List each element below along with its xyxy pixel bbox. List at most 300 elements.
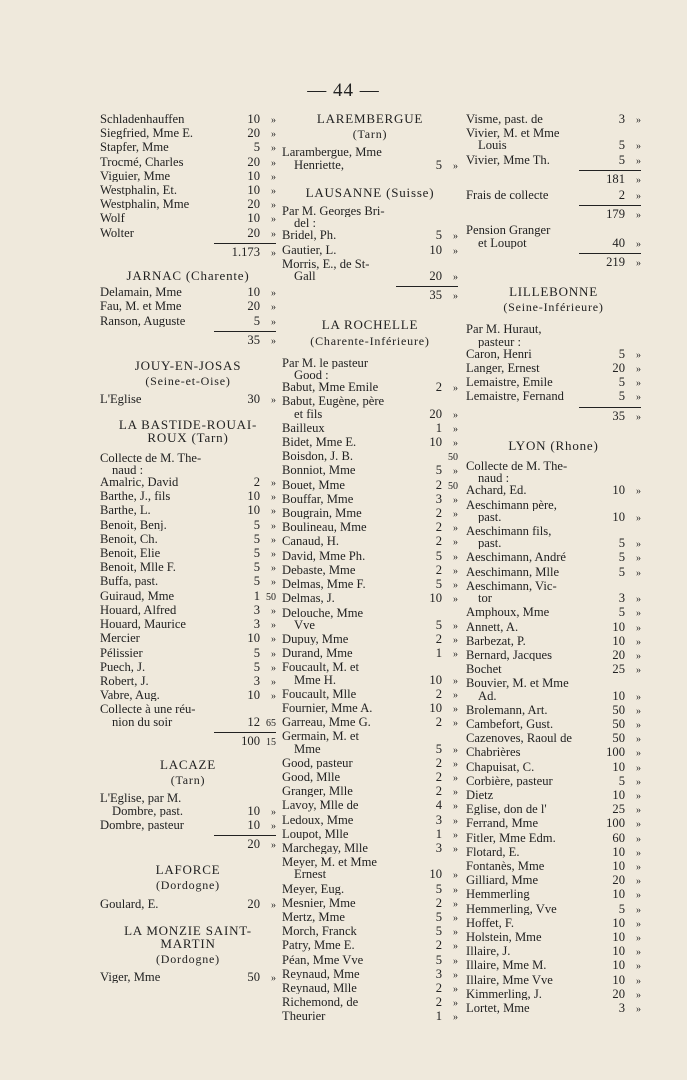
entry-name: Benoit, Elie — [100, 547, 161, 560]
list-item — [100, 286, 276, 300]
entry-name: Meyer, Eug. — [282, 882, 345, 895]
entry-cents: » — [453, 843, 458, 855]
list-item — [466, 789, 641, 803]
entry-amount: 10 — [247, 503, 260, 518]
list-item — [282, 550, 458, 564]
list-item — [282, 535, 458, 549]
list-item — [466, 874, 641, 888]
list-item — [282, 647, 458, 661]
list-item — [282, 939, 458, 953]
list-item — [466, 580, 641, 592]
list-item — [466, 903, 641, 917]
list-item — [100, 490, 276, 504]
list-item — [466, 592, 641, 606]
entry-cents: » — [636, 594, 641, 606]
entry-cents: » — [453, 409, 458, 421]
entry-name: Hoffet, F. — [466, 916, 515, 929]
entry-name: Good, pasteur — [282, 756, 353, 769]
total-row: 219 » — [606, 254, 641, 269]
entry-amount: 2 — [253, 475, 260, 490]
entry-name: Siegfried, Mme E. — [100, 127, 194, 140]
entry-cents: » — [636, 567, 641, 579]
entry-name: Vivier, M. et Mme — [466, 127, 560, 140]
entry-amount: 2 — [435, 686, 442, 701]
entry-cents: » — [636, 947, 641, 959]
list-item — [282, 507, 458, 521]
entry-cents: » — [636, 364, 641, 376]
entry-amount: 5 — [253, 645, 260, 660]
list-item — [282, 911, 458, 925]
entry-name: Bridel, Ph. — [282, 229, 337, 242]
entry-amount: 2 — [435, 534, 442, 549]
entry-cents: » — [636, 748, 641, 760]
list-item — [100, 519, 276, 533]
list-item: Gall 20 » — [294, 269, 458, 284]
intro-line: Morris, E., de St- — [282, 257, 370, 271]
entry-amount: 10 — [247, 112, 260, 126]
list-item — [282, 592, 458, 606]
entry-name: Bouvier, M. et Mme — [466, 677, 569, 690]
entry-name: Bailleux — [282, 421, 325, 435]
entry-name: Illaire, Mme M. — [466, 959, 547, 972]
entry-amount: 10 — [429, 435, 442, 450]
section-heading-larembergue: LAREMBERGUE — [316, 111, 424, 126]
entry-name: Bonniot, Mme — [282, 464, 356, 477]
entry-cents: » — [636, 378, 641, 390]
total-row: 35 » — [429, 288, 458, 303]
list-item — [282, 493, 458, 507]
entry-name: Fitler, Mme Edm. — [466, 831, 556, 844]
entry-name: Barthe, J., fils — [100, 490, 171, 503]
list-item — [466, 1002, 641, 1016]
list-item — [466, 832, 641, 846]
intro-line: Good : — [294, 369, 329, 382]
total-row: 20 » — [247, 836, 276, 851]
total-row: 35 » — [247, 332, 276, 347]
entry-name: Brolemann, Art. — [466, 703, 548, 716]
entry-name: Aeschimann, Vic- — [466, 579, 557, 593]
entry-name: Illaire, Mme Vve — [466, 973, 553, 986]
entry-name: past. — [478, 510, 502, 524]
entry-cents: » — [453, 884, 458, 896]
list-item — [466, 525, 641, 537]
section-subheading-rochelle: (Charente-Inférieure) — [310, 333, 430, 348]
entry-amount: 5 — [435, 741, 442, 756]
entry-amount: 5 — [618, 901, 625, 916]
entry-cents: » — [271, 506, 276, 518]
entry-name: Mercier — [100, 632, 140, 645]
entry-name: Ledoux, Mme — [282, 813, 354, 826]
entry-cents: » — [453, 634, 458, 646]
entry-cents: » — [453, 565, 458, 577]
entry-amount: 10 — [247, 631, 260, 646]
entry-cents: » — [271, 395, 276, 407]
entry-amount: 5 — [618, 550, 625, 565]
entry-cents: » — [636, 819, 641, 831]
list-item — [466, 537, 641, 551]
entry-cents: » — [453, 675, 458, 687]
entry-cents: » — [453, 649, 458, 661]
entry-amount: 10 — [247, 688, 260, 703]
entry-name: Garreau, Mme G. — [282, 716, 371, 729]
entry-name: Bougrain, Mme — [282, 507, 362, 520]
list-item — [466, 606, 641, 620]
entry-name: Eglise, don de l' — [466, 803, 547, 816]
list-item — [100, 971, 276, 985]
intro-line: Par M. Huraut, — [466, 323, 542, 336]
intro-line: naud : — [112, 463, 144, 477]
entry-name: Goulard, E. — [100, 897, 159, 910]
list-item — [282, 785, 458, 799]
entry-name: Delamain, Mme — [100, 286, 182, 299]
list-item — [282, 521, 458, 535]
list-item — [282, 883, 458, 897]
entry-cents: » — [636, 553, 641, 565]
list-item — [282, 244, 458, 258]
list-item — [282, 982, 458, 996]
entry-cents: » — [271, 302, 276, 314]
entry-cents: » — [636, 790, 641, 802]
list-item — [282, 954, 458, 968]
entry-amount: 2 — [435, 769, 442, 784]
entry-name: Visme, past. de — [466, 113, 543, 126]
entry-name: Granger, Mlle — [282, 785, 353, 798]
entry-name: tor — [478, 592, 492, 605]
entry-cents: » — [636, 805, 641, 817]
entry-name: Schladenhauffen — [100, 113, 185, 126]
section-heading-lausanne: LAUSANNE (Suisse) — [305, 184, 435, 200]
list-item — [466, 732, 641, 746]
entry-amount: 2 — [435, 562, 442, 577]
entry-name: Cambefort, Gust. — [466, 717, 554, 731]
entry-amount: 3 — [435, 812, 442, 827]
entry-name: Lemaistre, Fernand — [466, 390, 564, 403]
entry-amount: 10 — [612, 619, 625, 634]
list-item — [282, 757, 458, 771]
entry-amount: 3 — [618, 1000, 625, 1015]
entry-cents: » — [453, 941, 458, 953]
entry-name: Houard, Alfred — [100, 603, 177, 617]
entry-cents: » — [453, 423, 458, 435]
entry-cents: » — [636, 608, 641, 620]
entry-name: Vve — [294, 618, 315, 631]
entry-name: Annett, A. — [466, 620, 519, 633]
intro-line: pasteur : — [478, 335, 522, 348]
list-item — [100, 647, 276, 661]
entry-amount: 25 — [612, 802, 625, 817]
list-item — [466, 154, 641, 168]
entry-cents: » — [636, 705, 641, 717]
list-item — [466, 746, 641, 760]
entry-amount: 5 — [253, 659, 260, 674]
total-row: 179 » — [606, 207, 641, 222]
entry-cents: » — [453, 703, 458, 715]
section-subheading-lillebonne: (Seine-Inférieure) — [503, 300, 604, 315]
entry-cents: » — [636, 691, 641, 703]
section-heading-jouy: JOUY-EN-JOSAS — [134, 358, 242, 374]
entry-cents: » — [453, 383, 458, 395]
entry-amount: 10 — [429, 591, 442, 606]
entry-cents: » — [453, 801, 458, 813]
entry-cents: » — [636, 890, 641, 902]
list-item — [282, 450, 458, 464]
entry-name: Dupuy, Mme — [282, 632, 349, 646]
section-heading-lillebonne: LILLEBONNE — [509, 284, 598, 300]
list-item — [282, 897, 458, 911]
intro-line: del : — [294, 217, 317, 230]
entry-amount: 20 — [612, 873, 625, 888]
entry-amount: 5 — [435, 924, 442, 939]
entry-name: Achard, Ed. — [466, 484, 527, 497]
section-heading-laforce: LAFORCE — [155, 862, 221, 878]
total-row: 100 15 — [241, 733, 276, 748]
entry-name: Flotard, E. — [466, 845, 520, 858]
list-item — [100, 127, 276, 141]
entry-amount: 5 — [618, 138, 625, 153]
intro-line: Par M. Georges Bri- — [282, 205, 385, 218]
list-item — [282, 464, 458, 478]
entry-cents: » — [271, 186, 276, 198]
entry-amount: 10 — [429, 867, 442, 882]
list-item — [100, 393, 276, 407]
entry-cents: » — [636, 349, 641, 361]
entry-amount: 10 — [429, 242, 442, 257]
list-rochelle — [282, 381, 458, 1024]
entry-cents: » — [453, 537, 458, 549]
entry-amount: 10 — [247, 183, 260, 198]
list-item — [466, 621, 641, 635]
entry-name: Boulineau, Mme — [282, 521, 367, 534]
entry-cents: » — [271, 563, 276, 575]
list-item — [100, 898, 276, 912]
list-item — [466, 484, 641, 498]
list-item — [466, 761, 641, 775]
entry-amount: 10 — [247, 817, 260, 832]
entry-amount: 10 — [429, 700, 442, 715]
list-item — [282, 730, 458, 742]
entry-name: Westphalin, Et. — [100, 184, 177, 197]
list-item — [282, 702, 458, 716]
entry-cents: » — [271, 492, 276, 504]
entry-cents: » — [453, 758, 458, 770]
list-item — [282, 842, 458, 856]
list-item — [100, 547, 276, 561]
entry-cents: » — [636, 989, 641, 1001]
list-item — [100, 533, 276, 547]
list-item — [282, 633, 458, 647]
entry-name: Louis — [478, 139, 507, 152]
entry-name: Reynaud, Mme — [282, 967, 360, 980]
entry-amount: 1 — [435, 1009, 442, 1024]
entry-name: Illaire, J. — [466, 945, 511, 958]
entry-cents: » — [636, 734, 641, 746]
list-item — [466, 846, 641, 860]
entry-cents: » — [453, 689, 458, 701]
list-item: et Loupot 40 » — [478, 235, 641, 250]
entry-amount: 5 — [253, 574, 260, 589]
entry-amount: 5 — [435, 463, 442, 478]
entry-name: Fournier, Mme A. — [282, 701, 373, 715]
entry-cents: » — [453, 1012, 458, 1024]
list-item — [100, 504, 276, 518]
list-item — [466, 803, 641, 817]
page-number: — 44 — — [307, 80, 380, 101]
entry-name: Amphoux, Mme — [466, 606, 550, 619]
entry-amount: 3 — [618, 591, 625, 606]
entry-name: Germain, M. et — [282, 730, 359, 743]
list-bastide — [100, 476, 276, 703]
list-item — [466, 649, 641, 663]
entry-cents: » — [271, 228, 276, 240]
entry-amount: 1 — [435, 646, 442, 661]
entry-amount: 5 — [435, 228, 442, 243]
entry-name: Bouffar, Mme — [282, 492, 354, 506]
entry-cents: » — [271, 549, 276, 561]
entry-name: past. — [478, 537, 502, 550]
total-row: 35 » — [612, 408, 641, 423]
entry-cents: » — [636, 392, 641, 404]
entry-amount: 2 — [435, 938, 442, 953]
entry-amount: 10 — [612, 887, 625, 902]
entry-name: Hemmerling — [466, 888, 530, 901]
entry-cents: » — [636, 961, 641, 973]
list-item — [466, 718, 641, 732]
list-item — [282, 828, 458, 842]
entry-name: Stapfer, Mme — [100, 141, 169, 154]
entry-cents: » — [271, 620, 276, 632]
intro-line: Pension Granger — [466, 224, 551, 237]
entry-name: Corbière, pasteur — [466, 774, 553, 787]
total-rule — [466, 170, 641, 171]
list-item — [100, 561, 276, 575]
entry-cents: » — [636, 847, 641, 859]
entry-name: Good, Mlle — [282, 770, 341, 784]
entry-name: Aeschimann, André — [466, 551, 567, 564]
entry-cents: 50 — [448, 452, 458, 464]
entry-cents: » — [636, 904, 641, 916]
section-subheading-lacaze: (Tarn) — [170, 773, 206, 788]
entry-name: Caron, Henri — [466, 347, 532, 361]
list-item — [282, 395, 458, 407]
entry-name: Mme H. — [294, 673, 336, 686]
list-item — [282, 1010, 458, 1024]
entry-cents: » — [453, 983, 458, 995]
entry-cents: » — [636, 776, 641, 788]
entry-amount: 10 — [612, 929, 625, 944]
entry-amount: 2 — [435, 715, 442, 730]
list-laforce — [100, 898, 276, 912]
list-item — [466, 139, 641, 153]
entry-amount: 5 — [253, 140, 260, 155]
entry-cents: » — [636, 719, 641, 731]
entry-amount: 3 — [253, 617, 260, 632]
entry-amount: 2 — [435, 784, 442, 799]
column-left — [100, 113, 276, 985]
entry-name: Kimmerling, J. — [466, 987, 542, 1000]
intro-line: Larambergue, Mme — [282, 146, 382, 159]
list-lyon — [466, 484, 641, 1016]
total-rule — [100, 331, 276, 332]
list-item — [466, 566, 641, 580]
entry-name: Dombre, pasteur — [100, 818, 184, 831]
entry-amount: 5 — [435, 617, 442, 632]
list-item — [466, 113, 641, 127]
list-item — [100, 675, 276, 689]
entry-cents: » — [271, 820, 276, 832]
entry-name: Aeschimann fils, — [466, 525, 552, 538]
entry-name: Buffa, past. — [100, 575, 159, 588]
entry-name: Benoit, Ch. — [100, 532, 158, 546]
list-item — [282, 381, 458, 395]
total-rule — [466, 407, 641, 408]
entry-name: Wolter — [100, 226, 134, 239]
list-item — [282, 607, 458, 619]
entry-cents: » — [453, 494, 458, 506]
entry-amount: 30 — [247, 392, 260, 407]
section-heading-lacaze: LACAZE — [159, 756, 217, 772]
list-lyon-continued — [466, 113, 641, 168]
entry-amount: 2 — [435, 755, 442, 770]
entry-amount: 5 — [618, 564, 625, 579]
entry-name: Barthe, L. — [100, 504, 151, 517]
intro-line: Collecte à une réu- — [100, 703, 196, 716]
entry-name: Lemaistre, Emile — [466, 376, 553, 389]
entry-amount: 10 — [612, 958, 625, 973]
entry-amount: 2 — [435, 895, 442, 910]
list-item — [282, 968, 458, 982]
entry-cents: » — [271, 972, 276, 984]
entry-amount: 50 — [612, 716, 625, 731]
list-monzie — [100, 971, 276, 985]
list-item — [466, 860, 641, 874]
list-item — [466, 988, 641, 1002]
entry-name: Durand, Mme — [282, 647, 353, 660]
entry-name: Trocmé, Charles — [100, 155, 184, 168]
entry-cents: » — [271, 214, 276, 226]
entry-cents: » — [271, 316, 276, 328]
list-item — [100, 300, 276, 314]
entry-name: Reynaud, Mlle — [282, 981, 357, 995]
entry-cents: » — [636, 512, 641, 524]
list-item — [282, 408, 458, 422]
entry-amount: 25 — [612, 662, 625, 677]
entry-name: Ferrand, Mme — [466, 817, 539, 830]
list-item — [466, 127, 641, 139]
list-item — [466, 677, 641, 689]
total-rule — [282, 286, 458, 287]
entry-amount: 20 — [247, 299, 260, 314]
entry-name: Delmas, J. — [282, 592, 335, 605]
entry-amount: 10 — [247, 168, 260, 183]
list-item — [466, 663, 641, 677]
entry-name: Viguier, Mme — [100, 169, 171, 183]
list-item — [282, 229, 458, 243]
entry-amount: 10 — [612, 944, 625, 959]
list-item — [466, 974, 641, 988]
entry-amount: 3 — [435, 966, 442, 981]
list-item — [100, 156, 276, 170]
entry-amount: 20 — [247, 126, 260, 141]
list-item: Frais de collecte 2 » — [466, 188, 641, 203]
entry-amount: 20 — [247, 197, 260, 212]
entry-amount: 5 — [435, 952, 442, 967]
entry-name: Boisdon, J. B. — [282, 450, 354, 463]
entry-name: Aeschimann père, — [466, 498, 557, 511]
list-jouy — [100, 393, 276, 407]
entry-cents: » — [636, 115, 641, 126]
entry-amount: 5 — [253, 560, 260, 575]
list-item — [100, 141, 276, 155]
